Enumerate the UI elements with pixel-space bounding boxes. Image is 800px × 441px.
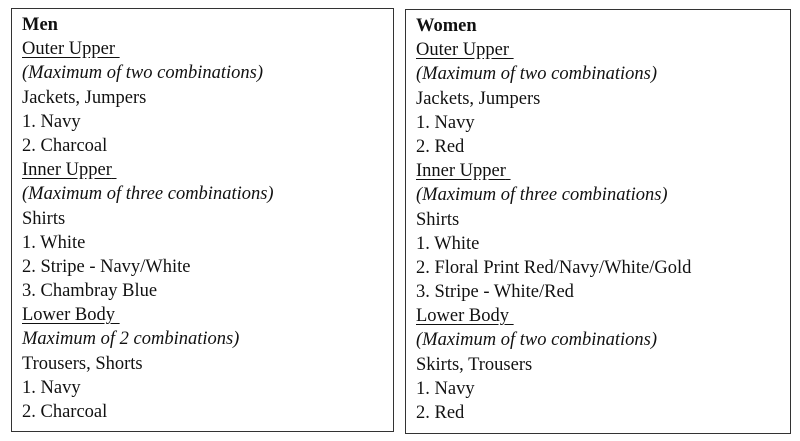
women-inner-upper-garments: Shirts [416, 209, 460, 230]
women-panel [405, 9, 791, 434]
men-outer-upper-option: 1. Navy [22, 111, 81, 132]
women-lower-body-option: 1. Navy [416, 378, 475, 399]
men-panel [11, 8, 394, 432]
women-lower-body-garments: Skirts, Trousers [416, 354, 533, 375]
women-outer-upper-option: 1. Navy [416, 112, 475, 133]
men-inner-upper-title: Inner Upper [22, 160, 112, 181]
women-inner-upper-note: (Maximum of three combinations) [416, 185, 668, 206]
men-inner-upper-option: 2. Stripe - Navy/White [22, 256, 191, 277]
women-inner-upper-title: Inner Upper [416, 161, 506, 182]
men-inner-upper-option: 1. White [22, 232, 86, 253]
men-heading: Men [22, 15, 58, 35]
women-lower-body-title: Lower Body [416, 306, 509, 327]
men-lower-body-garments: Trousers, Shorts [22, 353, 143, 374]
men-outer-upper-title: Outer Upper [22, 39, 115, 60]
men-outer-upper-note: (Maximum of two combinations) [22, 63, 263, 84]
men-inner-upper-option: 3. Chambray Blue [22, 281, 158, 302]
men-inner-upper-note: (Maximum of three combinations) [22, 184, 274, 205]
women-outer-upper-title: Outer Upper [416, 40, 509, 61]
women-outer-upper-note: (Maximum of two combinations) [416, 64, 657, 85]
women-lower-body-option: 2. Red [416, 403, 465, 423]
men-lower-body-option: 2. Charcoal [22, 402, 108, 422]
men-inner-upper-garments: Shirts [22, 208, 66, 229]
women-inner-upper-option: 1. White [416, 233, 480, 254]
men-lower-body-note: Maximum of 2 combinations) [22, 329, 240, 350]
women-outer-upper-option: 2. Red [416, 136, 465, 157]
women-inner-upper-option: 2. Floral Print Red/Navy/White/Gold [416, 257, 692, 278]
men-outer-upper-option: 2. Charcoal [22, 135, 108, 156]
men-outer-upper-garments: Jackets, Jumpers [22, 87, 147, 108]
women-lower-body-note: (Maximum of two combinations) [416, 330, 657, 351]
women-heading: Women [416, 16, 477, 36]
men-lower-body-option: 1. Navy [22, 377, 81, 398]
men-lower-body-title: Lower Body [22, 305, 115, 326]
women-outer-upper-garments: Jackets, Jumpers [416, 88, 541, 109]
women-inner-upper-option: 3. Stripe - White/Red [416, 282, 574, 303]
